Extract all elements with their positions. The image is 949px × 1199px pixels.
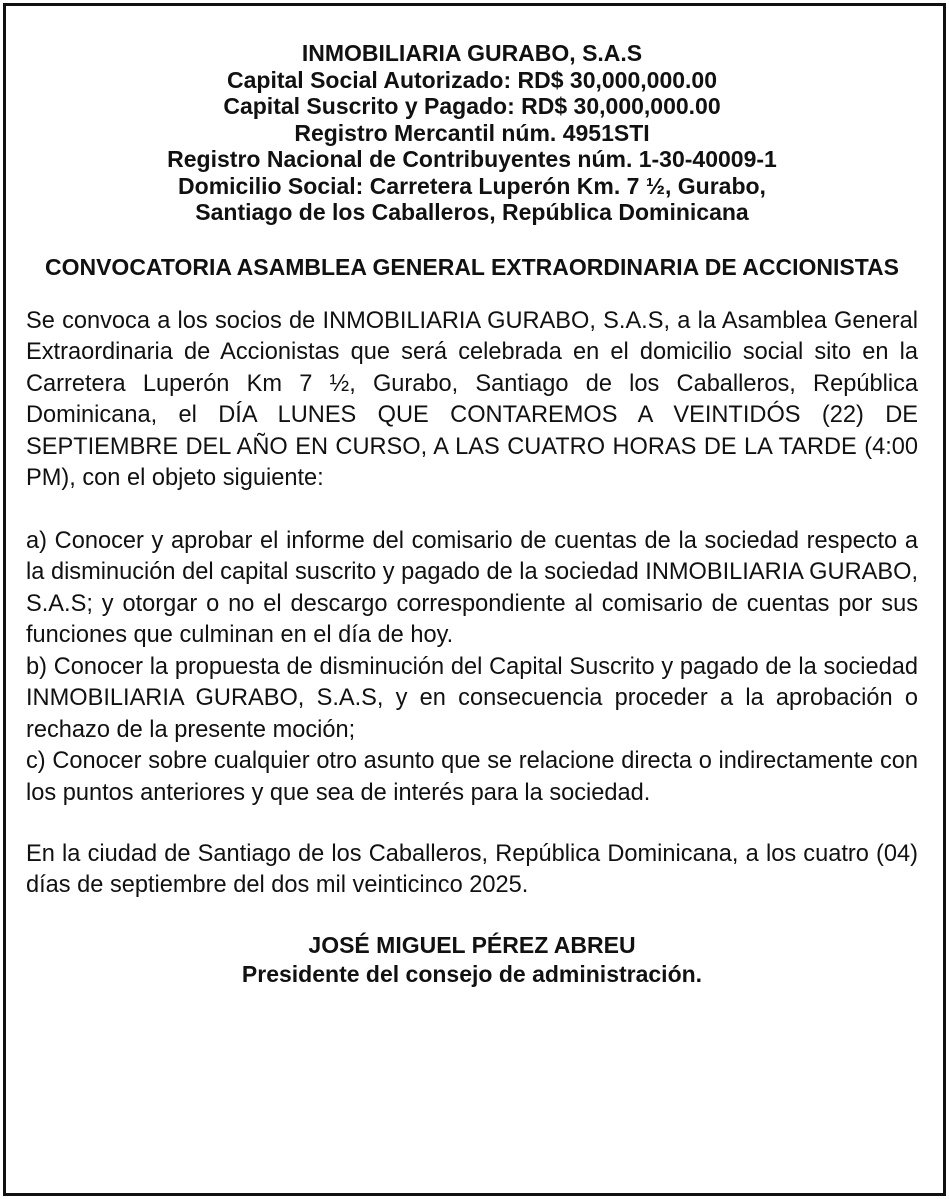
authorized-capital: Capital Social Autorizado: RD$ 30,000,000.00: [227, 66, 717, 93]
company-name: INMOBILIARIA GURABO, S.A.S: [301, 40, 643, 66]
company-header: [26, 40, 918, 226]
signature-block: [26, 931, 918, 989]
commercial-registry: Registro Mercantil núm. 4951STI: [294, 119, 650, 146]
agenda-item-a: a) Conocer y aprobar el informe del comisario de cuentas de la sociedad respecto a la disminución del capital suscrito y pagado de la sociedad INMOBILIARIA GURABO, S.A.S; y otorgar o no el descargo correspondiente al comisario de cuentas por sus funciones que culminan en el día de hoy.: [26, 527, 918, 648]
agenda-list: [26, 526, 918, 810]
agenda-item-b: b) Conocer la propuesta de disminución del Capital Suscrito y pagado de la sociedad INMOBILIARIA GURABO, S.A.S, y en consecuencia proceder a la aprobación o rechazo de la presente moción;: [26, 653, 918, 743]
notice-document: [26, 40, 918, 989]
agenda-item-c: c) Conocer sobre cualquier otro asunto que se relacione directa o indirectamente con los puntos anteriores y que sea de interés para la sociedad.: [26, 748, 918, 806]
taxpayer-registry: Registro Nacional de Contribuyentes núm. 1-30-40009-1: [167, 146, 777, 172]
notice-title: CONVOCATORIA ASAMBLEA GENERAL EXTRAORDINARIA DE ACCIONISTAS: [44, 253, 899, 280]
signatory-role: Presidente del consejo de administración.: [241, 961, 703, 987]
signatory-name: JOSÉ MIGUEL PÉREZ ABREU: [308, 932, 636, 958]
closing-paragraph: En la ciudad de Santiago de los Caballeros, República Dominicana, a los cuatro (04) días de septiembre del dos mil veinticinco 2025.: [26, 841, 918, 898]
domicile-line-1: Domicilio Social: Carretera Luperón Km. 7 ½, Gurabo,: [178, 172, 766, 199]
domicile-line-2: Santiago de los Caballeros, República Dominicana: [195, 199, 749, 225]
subscribed-capital: Capital Suscrito y Pagado: RD$ 30,000,000.00: [223, 93, 721, 119]
intro-paragraph: Se convoca a los socios de INMOBILIARIA GURABO, S.A.S, a la Asamblea General Extraordinaria de Accionistas que será celebrada en el domicilio social sito en la Carretera Luperón Km 7 ½, Gurabo, Santiago de los Caballeros, República Dominicana, el DÍA LUNES QUE CONTAREMOS A VEINTIDÓS (22) DE SEPTIEMBRE DEL AÑO EN CURSO, A LAS CUATRO HORAS DE LA TARDE (4:00 PM), con el objeto siguiente:: [26, 307, 918, 491]
